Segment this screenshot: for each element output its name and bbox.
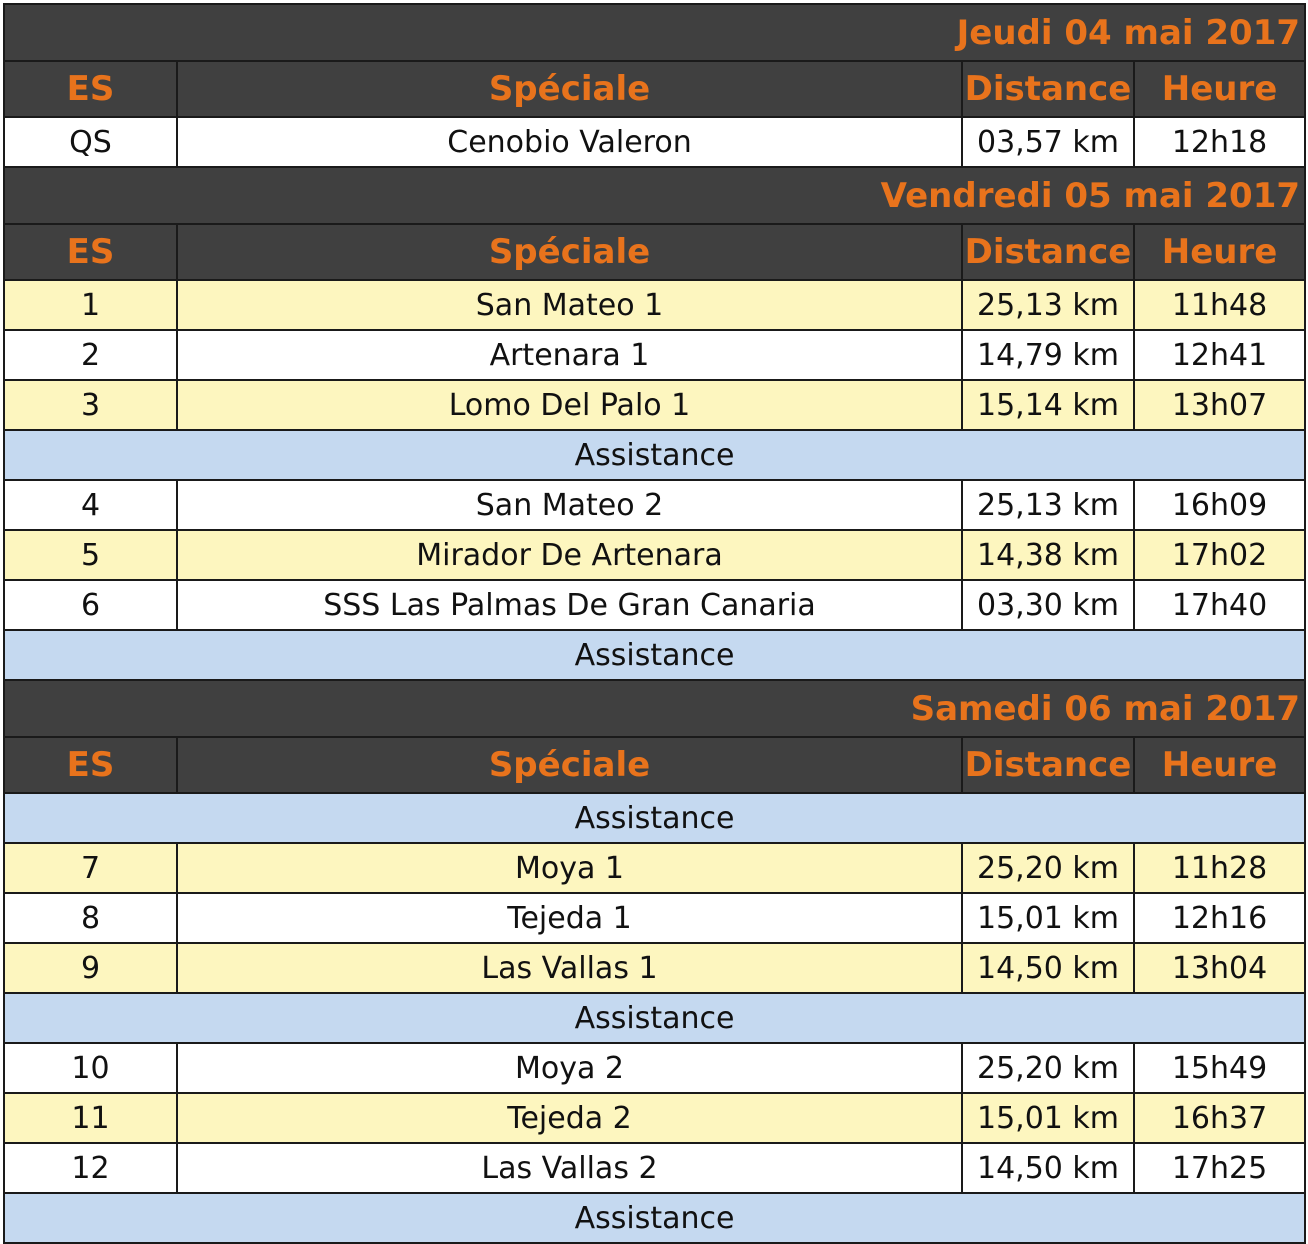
stage-es: 1 [4, 280, 177, 330]
stage-es: QS [4, 117, 177, 167]
stage-es: 5 [4, 530, 177, 580]
stage-speciale: Tejeda 1 [177, 893, 962, 943]
stage-es: 8 [4, 893, 177, 943]
stage-heure: 17h25 [1134, 1143, 1305, 1193]
stage-row [4, 330, 1305, 380]
header-speciale: Spéciale [177, 224, 962, 280]
stage-speciale: Las Vallas 1 [177, 943, 962, 993]
stage-row [4, 1093, 1305, 1143]
stage-speciale: Moya 2 [177, 1043, 962, 1093]
rally-schedule [3, 3, 1304, 1239]
stage-es: 6 [4, 580, 177, 630]
stage-heure: 12h41 [1134, 330, 1305, 380]
stage-row [4, 943, 1305, 993]
column-header-row [4, 224, 1305, 280]
stage-distance: 25,20 km [962, 1043, 1134, 1093]
assistance-row [4, 630, 1305, 680]
stage-speciale: Las Vallas 2 [177, 1143, 962, 1193]
stage-es: 7 [4, 843, 177, 893]
day-title: Jeudi 04 mai 2017 [4, 4, 1305, 61]
day-title-row [4, 680, 1305, 737]
stage-row [4, 480, 1305, 530]
stage-speciale: San Mateo 1 [177, 280, 962, 330]
header-heure: Heure [1134, 224, 1305, 280]
stage-es: 4 [4, 480, 177, 530]
day-title: Vendredi 05 mai 2017 [4, 167, 1305, 224]
stage-speciale: SSS Las Palmas De Gran Canaria [177, 580, 962, 630]
header-speciale: Spéciale [177, 61, 962, 117]
assistance-label: Assistance [4, 993, 1305, 1043]
stage-distance: 15,01 km [962, 1093, 1134, 1143]
stage-es: 11 [4, 1093, 177, 1143]
stage-heure: 16h37 [1134, 1093, 1305, 1143]
assistance-row [4, 1193, 1305, 1243]
stage-distance: 14,38 km [962, 530, 1134, 580]
column-header-row [4, 61, 1305, 117]
header-heure: Heure [1134, 737, 1305, 793]
stage-row [4, 530, 1305, 580]
stage-heure: 13h07 [1134, 380, 1305, 430]
header-es: ES [4, 61, 177, 117]
assistance-row [4, 793, 1305, 843]
stage-speciale: Mirador De Artenara [177, 530, 962, 580]
header-distance: Distance [962, 737, 1134, 793]
assistance-label: Assistance [4, 430, 1305, 480]
stage-distance: 15,01 km [962, 893, 1134, 943]
stage-row [4, 1143, 1305, 1193]
stage-distance: 25,13 km [962, 480, 1134, 530]
assistance-label: Assistance [4, 630, 1305, 680]
day-title-row [4, 167, 1305, 224]
stage-heure: 12h18 [1134, 117, 1305, 167]
stage-es: 10 [4, 1043, 177, 1093]
stage-distance: 15,14 km [962, 380, 1134, 430]
day-title: Samedi 06 mai 2017 [4, 680, 1305, 737]
stage-heure: 12h16 [1134, 893, 1305, 943]
header-distance: Distance [962, 61, 1134, 117]
stage-heure: 17h02 [1134, 530, 1305, 580]
stage-speciale: Tejeda 2 [177, 1093, 962, 1143]
stage-row [4, 1043, 1305, 1093]
assistance-label: Assistance [4, 793, 1305, 843]
stage-speciale: Artenara 1 [177, 330, 962, 380]
stage-speciale: Cenobio Valeron [177, 117, 962, 167]
stage-es: 3 [4, 380, 177, 430]
stage-heure: 17h40 [1134, 580, 1305, 630]
stage-heure: 15h49 [1134, 1043, 1305, 1093]
stage-row [4, 893, 1305, 943]
assistance-label: Assistance [4, 1193, 1305, 1243]
stage-row [4, 380, 1305, 430]
stage-distance: 03,30 km [962, 580, 1134, 630]
stage-row [4, 843, 1305, 893]
header-es: ES [4, 737, 177, 793]
stage-distance: 14,79 km [962, 330, 1134, 380]
stage-distance: 25,20 km [962, 843, 1134, 893]
stage-es: 2 [4, 330, 177, 380]
stage-heure: 13h04 [1134, 943, 1305, 993]
schedule-table [3, 3, 1306, 1244]
stage-distance: 14,50 km [962, 943, 1134, 993]
stage-row [4, 117, 1305, 167]
stage-row [4, 280, 1305, 330]
stage-heure: 11h48 [1134, 280, 1305, 330]
header-es: ES [4, 224, 177, 280]
stage-heure: 11h28 [1134, 843, 1305, 893]
stage-es: 9 [4, 943, 177, 993]
stage-speciale: San Mateo 2 [177, 480, 962, 530]
stage-speciale: Lomo Del Palo 1 [177, 380, 962, 430]
stage-distance: 25,13 km [962, 280, 1134, 330]
stage-row [4, 580, 1305, 630]
stage-distance: 14,50 km [962, 1143, 1134, 1193]
assistance-row [4, 430, 1305, 480]
header-distance: Distance [962, 224, 1134, 280]
stage-es: 12 [4, 1143, 177, 1193]
stage-speciale: Moya 1 [177, 843, 962, 893]
assistance-row [4, 993, 1305, 1043]
column-header-row [4, 737, 1305, 793]
header-heure: Heure [1134, 61, 1305, 117]
header-speciale: Spéciale [177, 737, 962, 793]
stage-distance: 03,57 km [962, 117, 1134, 167]
day-title-row [4, 4, 1305, 61]
stage-heure: 16h09 [1134, 480, 1305, 530]
schedule-body [4, 4, 1305, 1243]
